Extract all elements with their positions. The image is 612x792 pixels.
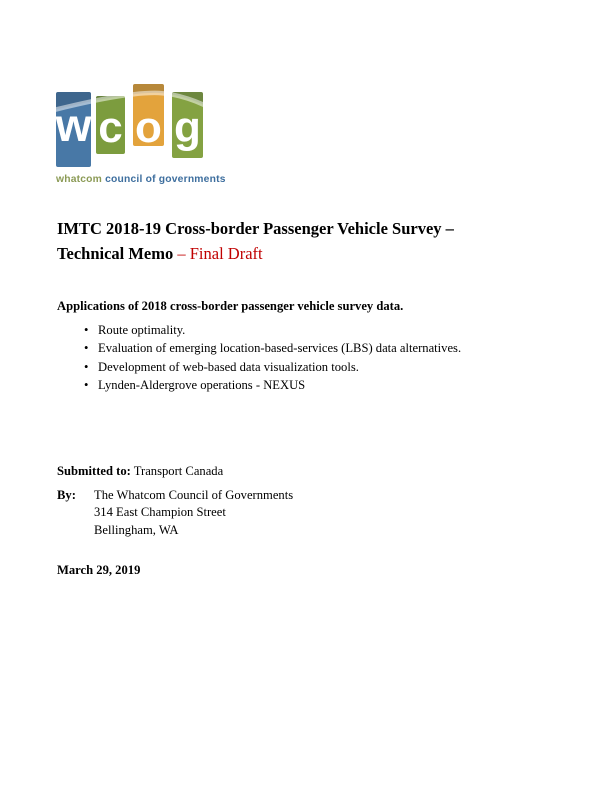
logo-letter-g: g bbox=[174, 103, 201, 152]
document-date: March 29, 2019 bbox=[57, 563, 141, 577]
applications-heading: Applications of 2018 cross-border passenger vehicle survey data. bbox=[57, 299, 404, 313]
list-item: • Lynden-Aldergrove operations - NEXUS bbox=[57, 376, 567, 394]
by-label: By: bbox=[57, 488, 76, 502]
title-line2-black: Technical Memo bbox=[57, 243, 174, 263]
list-item: • Evaluation of emerging location-based-services (LBS) data alternatives. bbox=[57, 339, 567, 357]
by-organization: The Whatcom Council of Governments bbox=[94, 488, 294, 502]
submitted-to-label: Submitted to: bbox=[57, 464, 131, 478]
logo-letter-o: o bbox=[135, 103, 162, 152]
submitted-to-line bbox=[57, 462, 223, 480]
title-line1: IMTC 2018-19 Cross-border Passenger Vehicle Survey – bbox=[57, 219, 454, 238]
wcog-logo bbox=[54, 80, 210, 184]
title-final-draft: – Final Draft bbox=[177, 243, 263, 263]
by-address bbox=[94, 487, 293, 539]
by-block bbox=[57, 487, 293, 539]
by-street: 314 East Champion Street bbox=[94, 505, 226, 520]
list-item: • Development of web-based data visualization tools. bbox=[57, 358, 567, 376]
logo-letter-c: c bbox=[98, 103, 123, 152]
applications-list bbox=[57, 321, 567, 394]
document-title bbox=[57, 217, 567, 266]
tagline-whatcom: whatcom bbox=[56, 174, 106, 185]
logo-tagline bbox=[56, 174, 236, 185]
logo-letter-w: w bbox=[55, 99, 92, 151]
submitted-to-value: Transport Canada bbox=[130, 464, 224, 478]
by-city: Bellingham, WA bbox=[94, 522, 179, 537]
tagline-council: council of governments bbox=[105, 174, 226, 185]
title-line2 bbox=[57, 242, 567, 267]
wcog-logo-graphic bbox=[54, 80, 210, 184]
list-item: • Route optimality. bbox=[57, 321, 567, 339]
